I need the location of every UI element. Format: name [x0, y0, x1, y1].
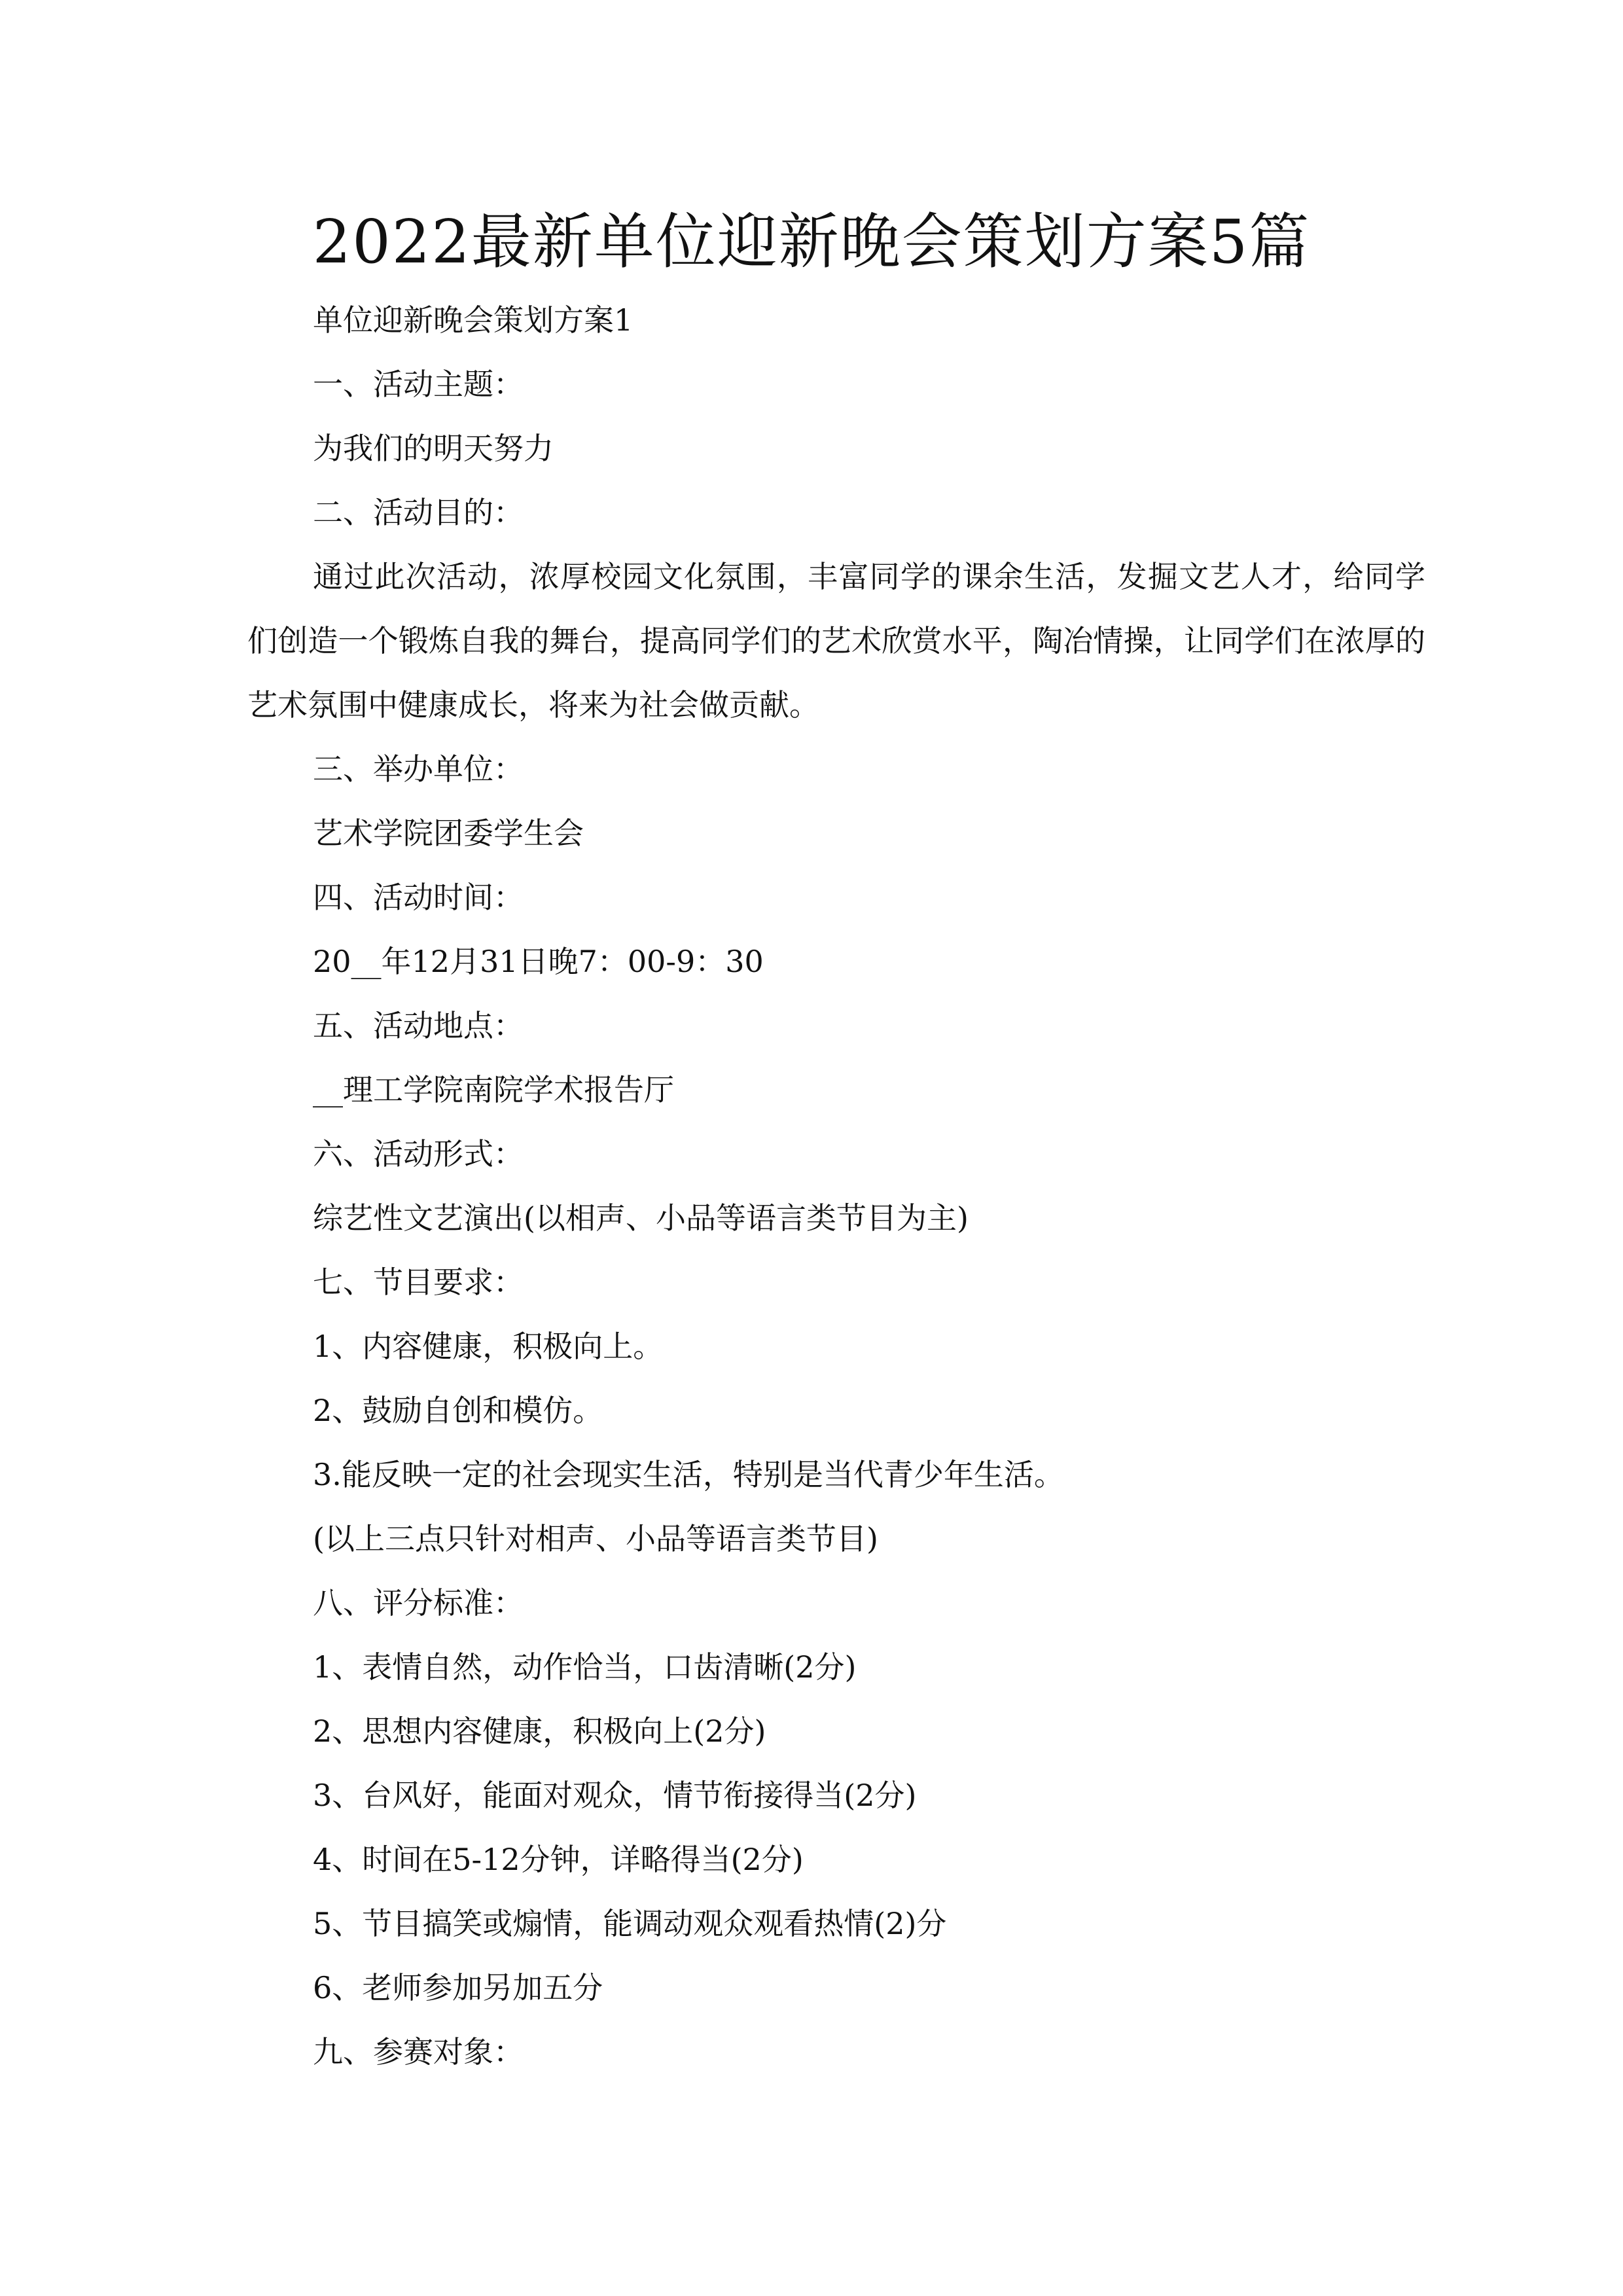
section-heading-theme: 一、活动主题： [313, 367, 524, 402]
section-heading-format: 六、活动形式： [313, 1136, 524, 1172]
document-body [247, 288, 1425, 2084]
scoring-item: 5、节目搞笑或煽情，能调动观众观看热情(2)分 [313, 1906, 947, 1941]
location-text: __理工学院南院学术报告厅 [313, 1072, 674, 1107]
requirement-note: (以上三点只针对相声、小品等语言类节目) [313, 1521, 878, 1556]
section-heading-scoring: 八、评分标准： [313, 1585, 524, 1621]
section-heading-time: 四、活动时间： [313, 880, 524, 915]
requirement-item: 3.能反映一定的社会现实生活，特别是当代青少年生活。 [313, 1457, 1064, 1492]
theme-text: 为我们的明天努力 [313, 431, 554, 466]
scoring-item: 2、思想内容健康，积极向上(2分) [313, 1713, 766, 1749]
section-heading-participants: 九、参赛对象： [313, 2034, 524, 2070]
scoring-item: 3、台风好，能面对观众，情节衔接得当(2分) [313, 1778, 917, 1813]
scoring-item: 6、老师参加另加五分 [313, 1970, 603, 2005]
organizer-text: 艺术学院团委学生会 [313, 816, 584, 851]
scoring-item: 4、时间在5-12分钟，详略得当(2分) [313, 1842, 804, 1877]
format-text: 综艺性文艺演出(以相声、小品等语言类节目为主) [313, 1200, 969, 1236]
section-heading-requirements: 七、节目要求： [313, 1265, 524, 1300]
requirement-item: 1、内容健康，积极向上。 [313, 1329, 664, 1364]
scoring-item: 1、表情自然，动作恰当，口齿清晰(2分) [313, 1649, 857, 1685]
purpose-paragraph: 通过此次活动，浓厚校园文化氛围，丰富同学的课余生活，发掘文艺人才，给同学们创造一个锻炼自我的舞台，提高同学们的艺术欣赏水平，陶冶情操，让同学们在浓厚的艺术氛围中健康成长，将来为社会做贡献。 [247, 559, 1425, 723]
requirement-item: 2、鼓励自创和模仿。 [313, 1393, 603, 1428]
section-heading-organizer: 三、举办单位： [313, 751, 524, 787]
section-heading-plan: 单位迎新晚会策划方案1 [313, 302, 633, 338]
time-text: 20__年12月31日晚7：00-9：30 [313, 944, 764, 979]
section-heading-purpose: 二、活动目的： [313, 495, 524, 530]
document-title: 2022最新单位迎新晚会策划方案5篇 [312, 207, 1311, 277]
section-heading-location: 五、活动地点： [313, 1008, 524, 1043]
